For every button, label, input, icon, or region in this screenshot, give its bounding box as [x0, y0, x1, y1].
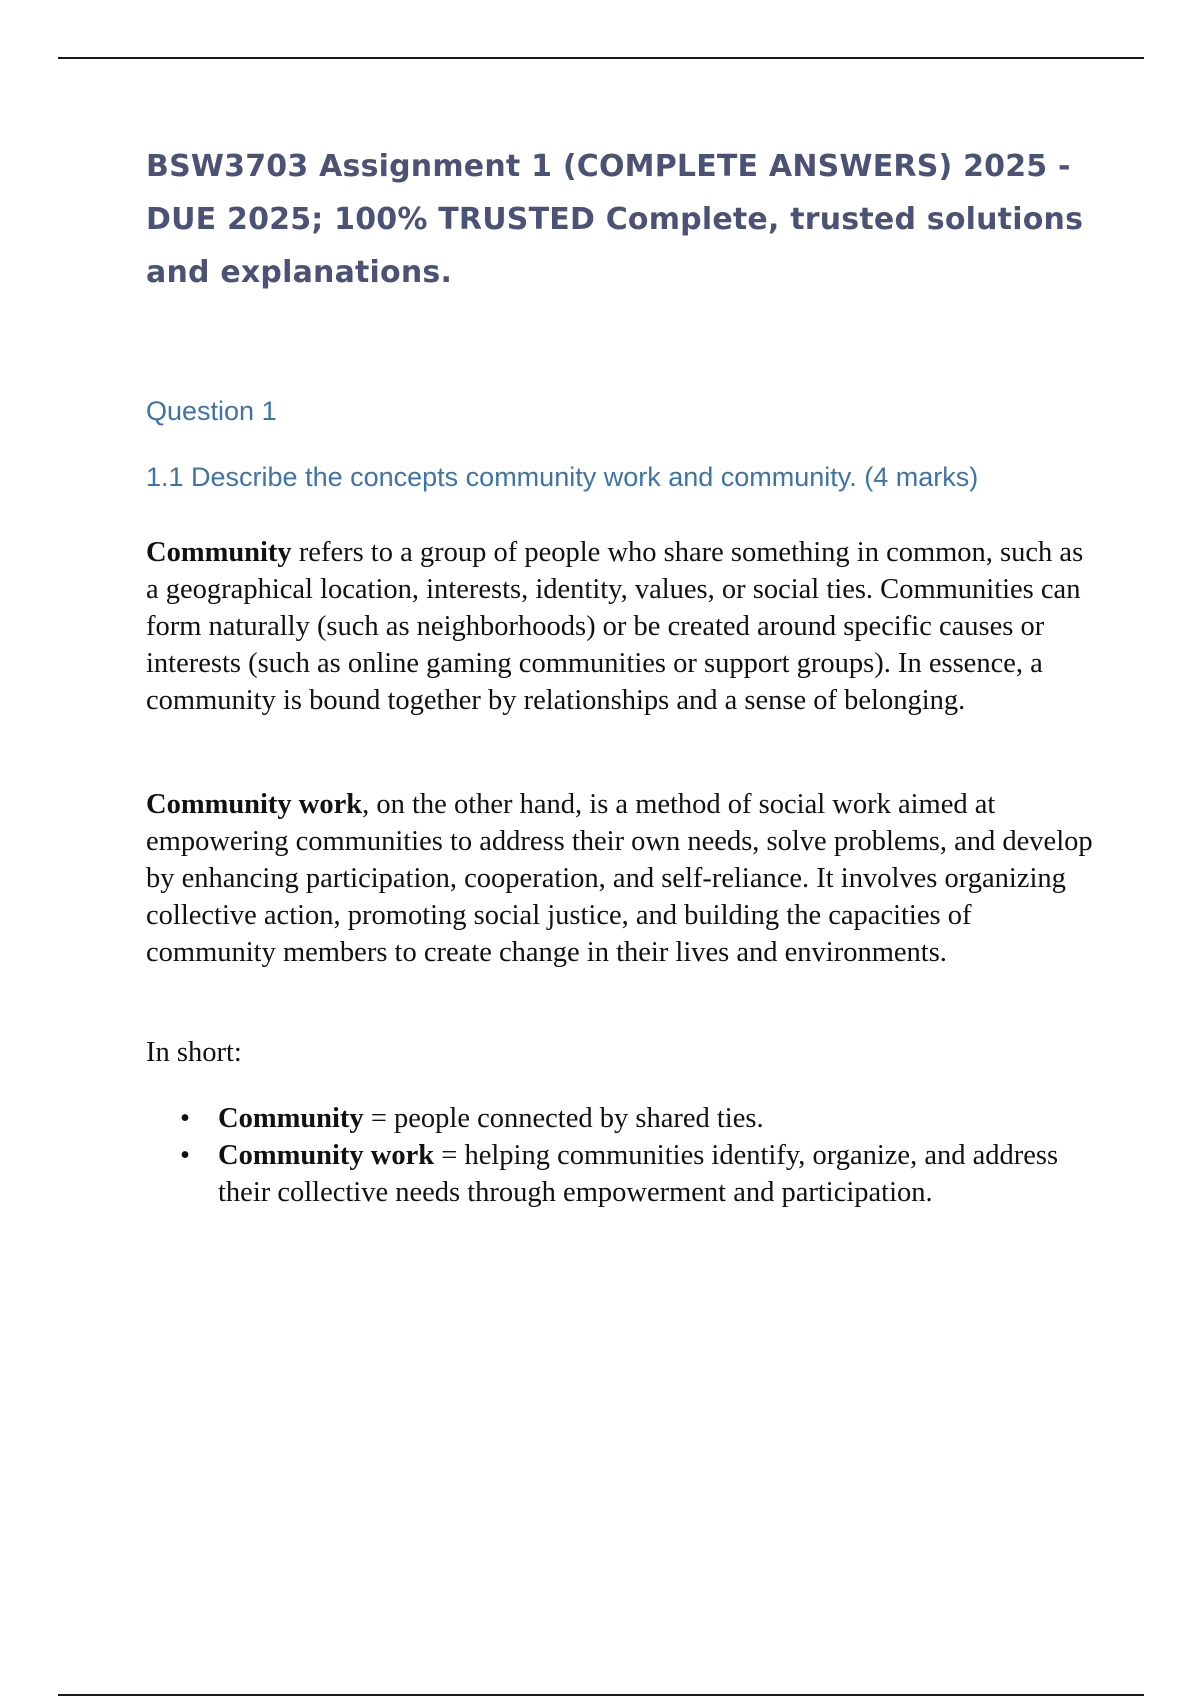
term-community-work: Community work	[146, 789, 363, 820]
summary-list	[146, 1100, 1096, 1211]
definition-community-work: , on the other hand, is a method of social work aimed at empowering communities to address their own needs, solve problems, and develop by enhancing participation, cooperation, and self-reliance. It involves organizing collective action, promoting social justice, and building the capacities of community members to create change in their lives and environments.	[146, 789, 1093, 968]
list-item	[146, 1137, 1096, 1211]
subquestion-heading: 1.1 Describe the concepts community work and community. (4 marks)	[146, 462, 979, 492]
paragraph-community	[146, 534, 1096, 719]
document-body	[146, 140, 1096, 1208]
summary-text: = helping communities identify, organize, and address their collective needs through empowerment and participation.	[218, 1140, 1059, 1208]
bullet-icon: •	[180, 1103, 190, 1134]
paragraph-community-work	[146, 786, 1096, 971]
term-community: Community	[146, 537, 292, 568]
bullet-icon: •	[180, 1140, 190, 1171]
document-title: BSW3703 Assignment 1 (COMPLETE ANSWERS) 2025 - DUE 2025; 100% TRUSTED Complete, trusted solutions and explanations.	[146, 149, 1084, 290]
summary-intro	[146, 1034, 1096, 1071]
definition-community: refers to a group of people who share something in common, such as a geographical location, interests, identity, values, or social ties. Communities can form naturally (such as neighborhoods) or be created around specific causes or interests (such as online gaming communities or support groups). In essence, a community is bound together by relationships and a sense of belonging.	[146, 537, 1084, 716]
summary-term: Community work	[218, 1140, 435, 1171]
summary-text: = people connected by shared ties.	[363, 1103, 764, 1134]
summary-term: Community	[218, 1103, 364, 1134]
list-item	[146, 1100, 1096, 1137]
bottom-divider	[58, 1694, 1144, 1696]
top-divider	[58, 57, 1144, 59]
question-heading: Question 1	[146, 396, 277, 426]
summary-intro-text: In short:	[146, 1037, 242, 1068]
